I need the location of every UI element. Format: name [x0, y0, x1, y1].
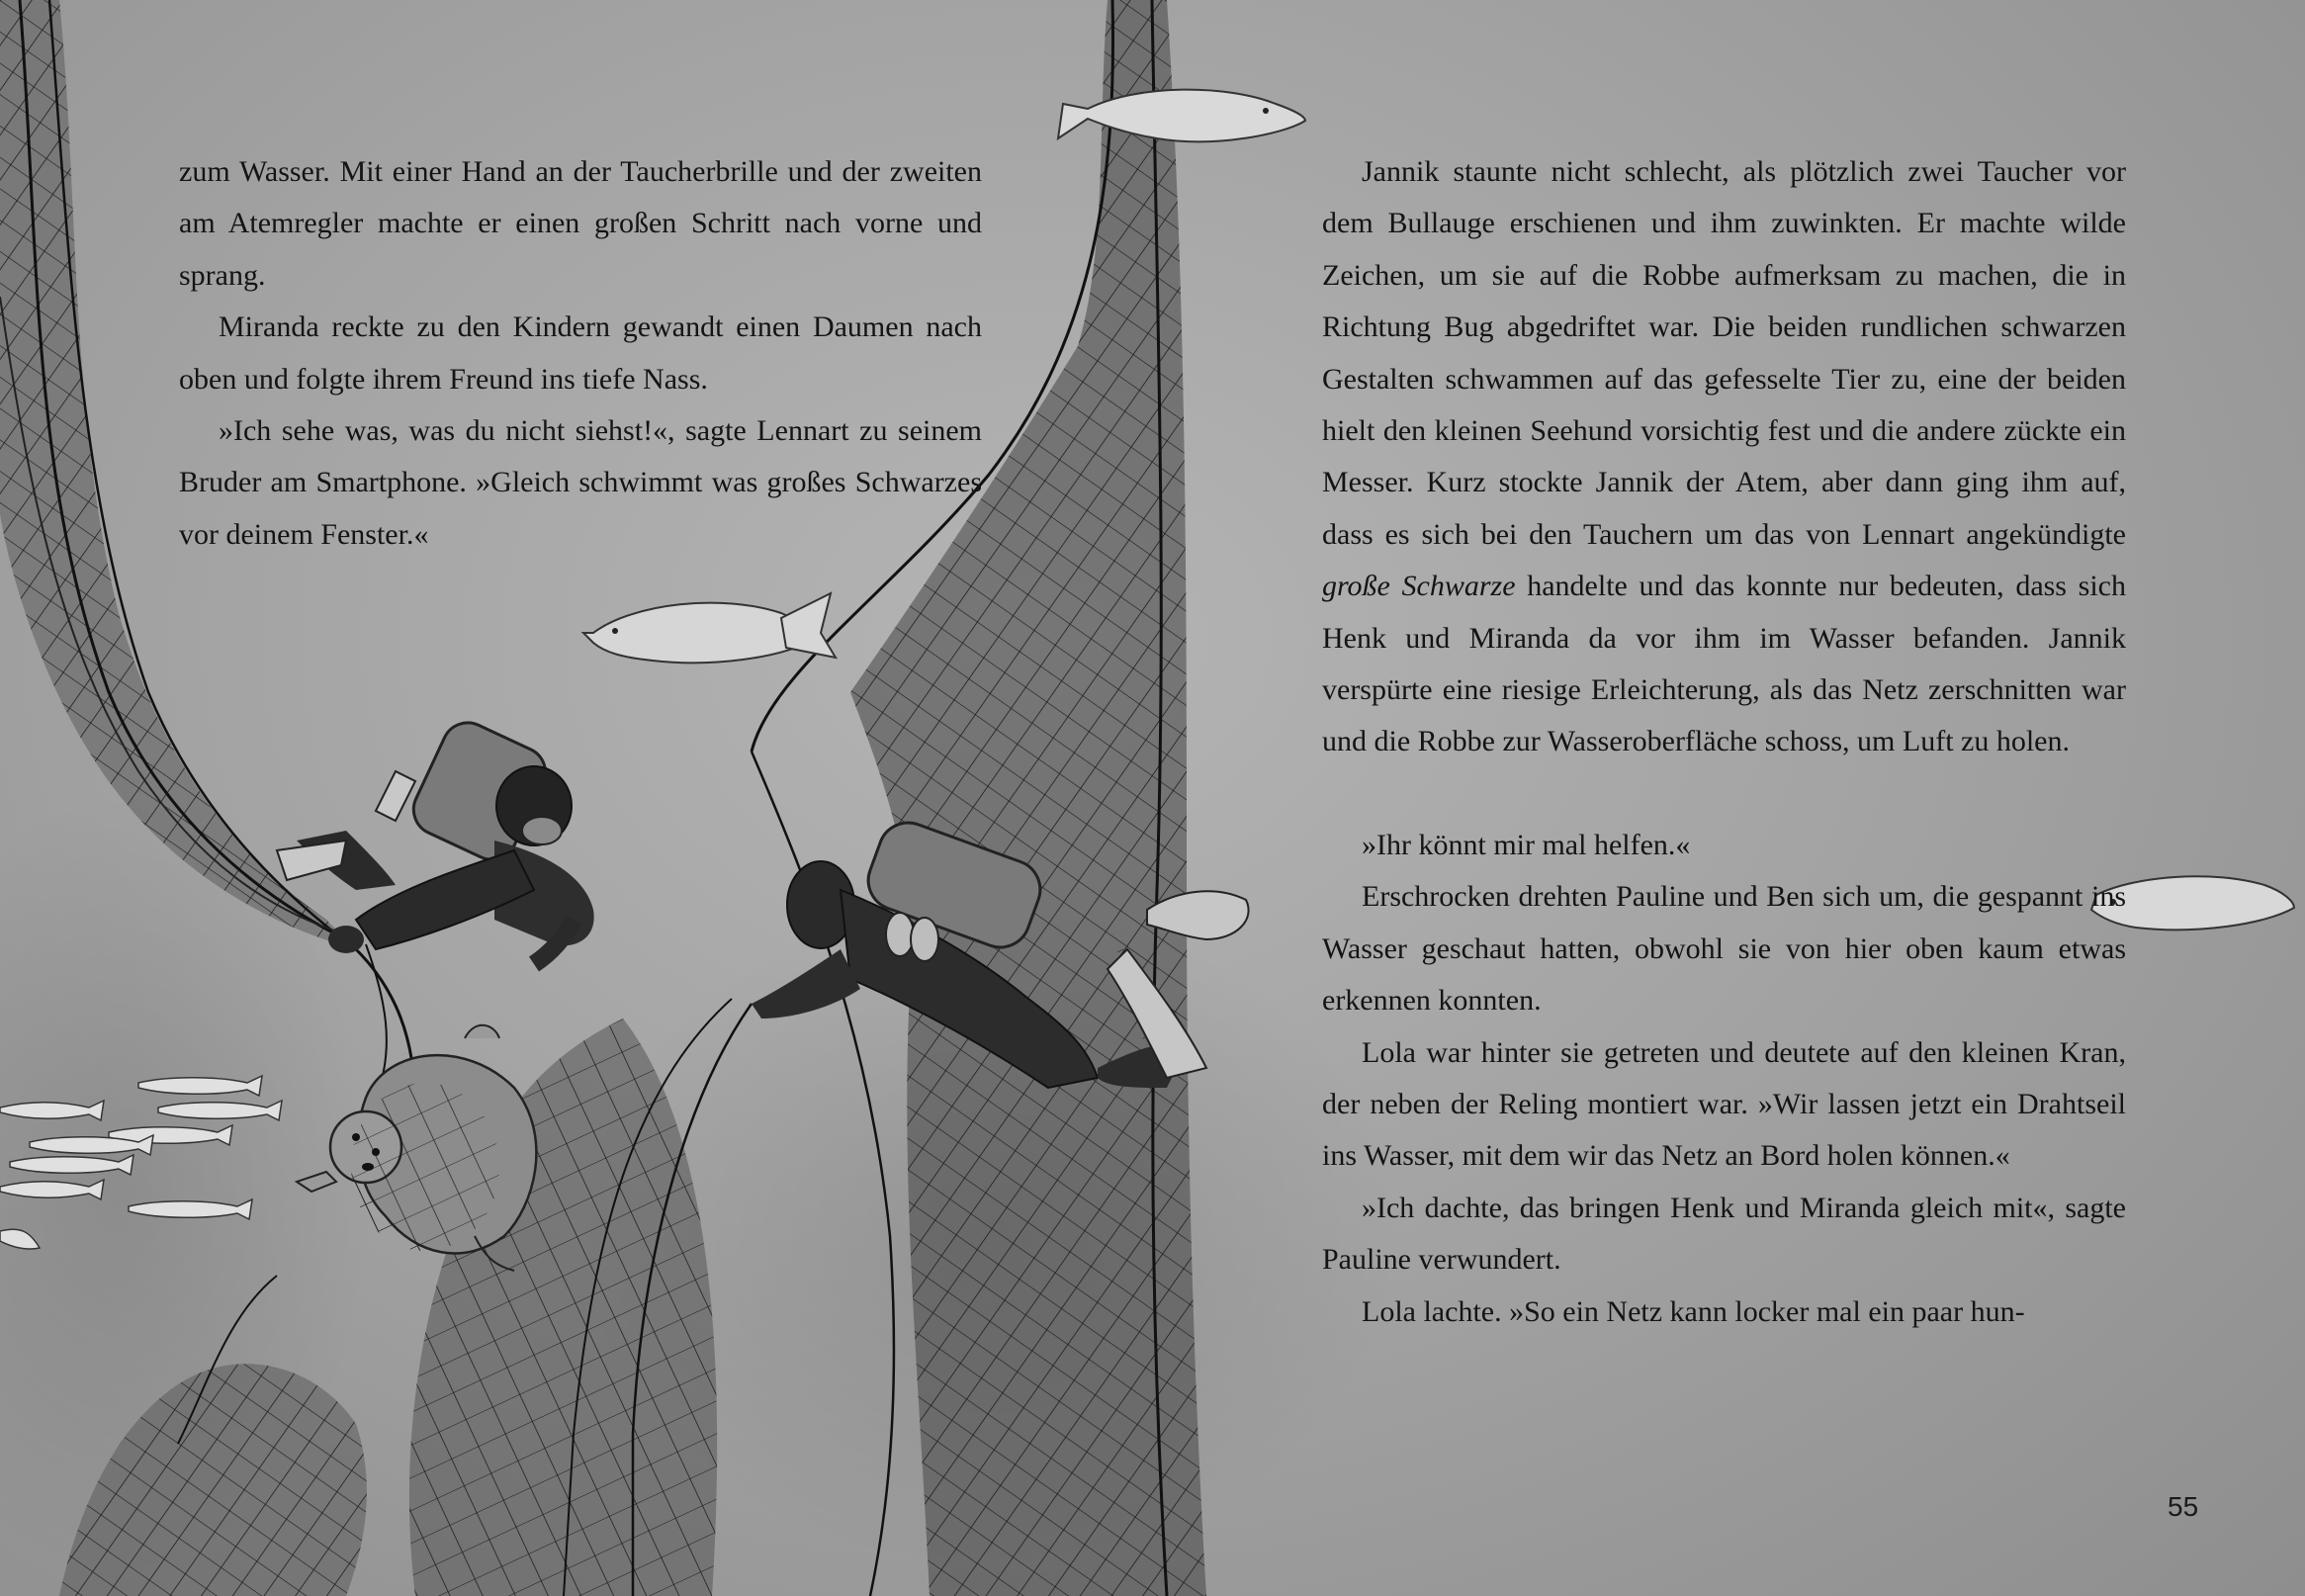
left-text-column: [179, 146, 982, 561]
right-paragraph-1-part-b: handelte und das konnte nur bedeuten, dass sich Henk und Miranda da vor ihm im Wasser befanden. Jannik verspürte eine riesige Erleichterung, als das Netz zerschnitten war und die Robbe zur Wasseroberfläche schoss, um Luft zu holen.: [1322, 570, 2126, 758]
right-text-column: [1322, 146, 2126, 1338]
right-paragraph-4: Lola war hinter sie getreten und deutete auf den kleinen Kran, der neben der Reling montiert war. »Wir lassen jetzt ein Drahtseil ins Wasser, mit dem wir das Netz an Bord holen können.«: [1322, 1035, 2126, 1173]
left-paragraph-2: Miranda reckte zu den Kindern gewandt einen Daumen nach oben und folgte ihrem Freund ins tiefe Nass.: [179, 310, 982, 396]
right-paragraph-5: »Ich dachte, das bringen Henk und Miranda gleich mit«, sagte Pauline verwundert.: [1322, 1191, 2126, 1277]
page-number: 55: [2168, 1491, 2199, 1522]
fish-middle-left: [583, 593, 836, 663]
right-paragraph-1-part-a: Jannik staunte nicht schlecht, als plötzlich zwei Taucher vor dem Bullauge erschienen und ihm zuwinkten. Er machte wilde Zeichen, um sie auf die Robbe aufmerksam zu machen, die in Richtung Bug abgedriftet war. Die beiden rundlichen schwarzen Gestalten schwammen auf das gefesselte Tier zu, eine der beiden hielt den kleinen Seehund vorsichtig fest und die andere zückte ein Messer. Kurz stockte Jannik der Atem, aber dann ging ihm auf, dass es sich bei den Tauchern um das von Lennart angekündigte: [1322, 155, 2126, 551]
left-paragraph-3: »Ich sehe was, was du nicht siehst!«, sagte Lennart zu seinem Bruder am Smartphone. »Gleich schwimmt was großes Schwarzes vor deinem Fenster.«: [179, 414, 982, 551]
fish-top-center: [1058, 90, 1305, 142]
left-paragraph-1: zum Wasser. Mit einer Hand an der Taucherbrille und der zweiten am Atemregler machte er einen großen Schritt nach vorne und sprang.: [179, 155, 982, 292]
right-paragraph-2: »Ihr könnt mir mal helfen.«: [1362, 828, 1691, 861]
right-paragraph-1: [1322, 146, 2126, 768]
right-paragraph-6: Lola lachte. »So ein Netz kann locker mal ein paar hun-: [1362, 1294, 2025, 1328]
emphasized-phrase: große Schwarze: [1322, 570, 1516, 603]
right-paragraph-3: Erschrocken drehten Pauline und Ben sich um, die gespannt ins Wasser geschaut hatten, obwohl sie von hier oben kaum etwas erkennen konnten.: [1322, 880, 2126, 1018]
